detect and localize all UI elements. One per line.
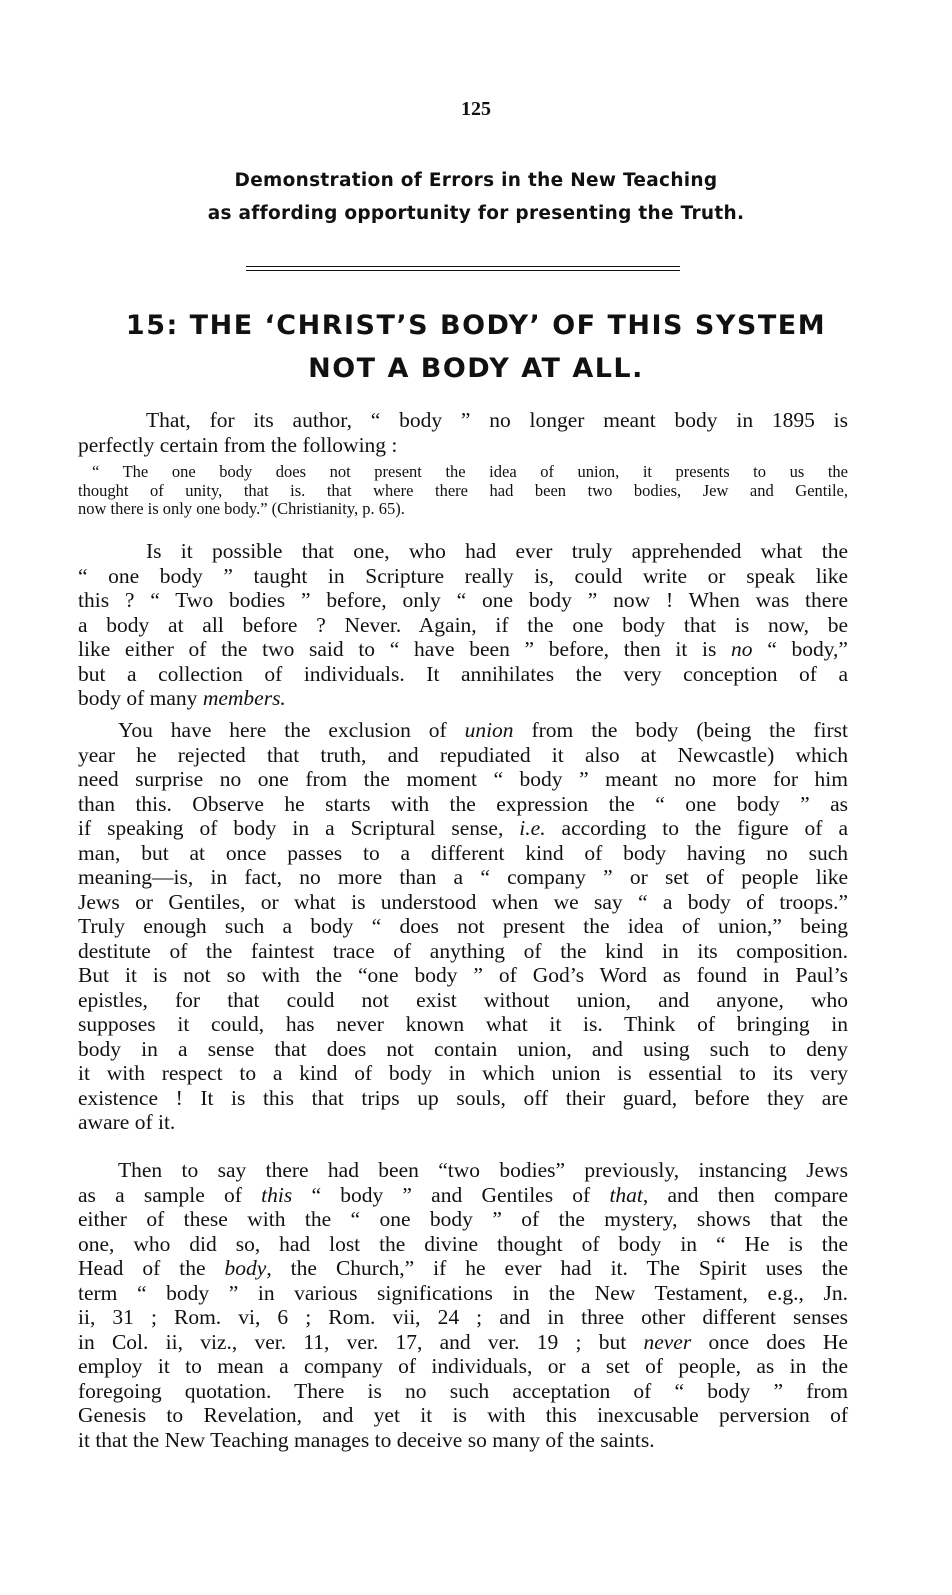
text-line [78, 865, 848, 890]
text-span: , and then compare [642, 1182, 848, 1207]
text-span: if speaking of body in a Scriptural sense, [78, 816, 520, 840]
text-span: foregoing quotation. There is no such acceptation of “ body ” from [78, 1378, 848, 1403]
text-span: a body at all before ? Never. Again, if the one body that is now, be [78, 612, 848, 637]
text-span: “ body ” and Gentiles of [292, 1182, 610, 1207]
text-line [78, 767, 848, 792]
text-span: but a collection of individuals. It annihilates the very conception of a [78, 661, 848, 686]
chapter-title-line-1: 15: THE ‘CHRIST’S BODY’ OF THIS SYSTEM [125, 310, 827, 341]
text-line [78, 1012, 848, 1037]
text-span: That, for its author, “ body ” no longer meant body in 1895 is [146, 408, 848, 432]
italic-text: that [609, 1182, 643, 1207]
text-span: , the Church,” if he ever had it. The Spirit uses the [266, 1256, 848, 1280]
text-span: this ? “ Two bodies ” before, only “ one body ” now ! When was there [78, 588, 848, 612]
text-line [78, 1061, 848, 1086]
text-span: need surprise no one from the moment “ body ” meant no more for him [78, 767, 848, 791]
text-line [78, 613, 848, 638]
text-line [78, 890, 848, 915]
text-span: either of these with the “ one body ” of the mystery, shows that the [78, 1207, 848, 1231]
text-span: it with respect to a kind of body in which union is essential to its very [78, 1061, 848, 1085]
text-span: “ one body ” taught in Scripture really is, could write or speak like [78, 563, 848, 588]
text-line [78, 408, 848, 433]
text-line [78, 1256, 848, 1281]
block-quote [78, 463, 848, 519]
text-line [78, 1305, 848, 1330]
text-line [78, 637, 848, 662]
text-line [78, 662, 848, 687]
text-span: one, who did so, had lost the divine thought of body in “ He is the [78, 1231, 848, 1256]
text-line [78, 588, 848, 613]
quote-line [78, 500, 848, 519]
paragraph-intro [78, 408, 848, 457]
text-line [78, 539, 848, 564]
text-line [78, 1158, 848, 1183]
text-span: it that the New Teaching manages to deceive so many of the saints. [78, 1427, 655, 1452]
text-line [78, 1403, 848, 1428]
text-line [78, 1354, 848, 1379]
text-line [78, 433, 848, 458]
text-line [78, 1207, 848, 1232]
text-span: Jews or Gentiles, or what is understood when we say “ a body of troops.” [78, 889, 848, 914]
text-line [78, 1379, 848, 1404]
text-line [78, 1330, 848, 1355]
text-span: from the body (being the first [513, 718, 848, 742]
text-span: “ The one body does not present the idea of union, it presents to us the [92, 462, 848, 481]
italic-text: members. [202, 686, 286, 710]
text-span: But it is not so with the “one body ” of God’s Word as found in Paul’s [78, 963, 848, 987]
text-line [78, 841, 848, 866]
text-span: year he rejected that truth, and repudiated it also at Newcastle) which [78, 742, 848, 767]
text-span: meaning—is, in fact, no more than a “ company ” or set of people like [78, 865, 848, 889]
text-line [78, 1281, 848, 1306]
text-line [78, 743, 848, 768]
text-line [78, 1086, 848, 1111]
text-span: in Col. ii, viz., ver. 11, ver. 17, and ver. 19 ; but [78, 1329, 644, 1354]
text-line [78, 1232, 848, 1257]
text-span: Is it possible that one, who had ever truly apprehended what the [146, 539, 848, 563]
text-span: thought of unity, that is. that where there had been two bodies, Jew and Gentile, [78, 480, 848, 500]
text-span: body in a sense that does not contain union, and using such to deny [78, 1036, 848, 1061]
text-span: Genesis to Revelation, and yet it is with this inexcusable perversion of [78, 1403, 848, 1427]
text-span: man, but at once passes to a different kind of body having no such [78, 840, 848, 865]
text-span: You have here the exclusion of [118, 718, 465, 742]
text-span: existence ! It is this that trips up souls, off their guard, before they are [78, 1085, 848, 1110]
text-span: Truly enough such a body “ does not present the idea of union,” being [78, 914, 848, 938]
text-span: epistles, for that could not exist without union, and anyone, who [78, 987, 848, 1012]
text-line [78, 1110, 848, 1135]
quote-line [78, 482, 848, 501]
text-span: perfectly certain from the following : [78, 432, 398, 457]
text-line [78, 939, 848, 964]
text-span: once does He [691, 1329, 848, 1354]
text-line [78, 816, 848, 841]
text-line [78, 686, 848, 711]
double-rule-divider [246, 266, 680, 271]
text-span: than this. Observe he starts with the expression the “ one body ” as [78, 791, 848, 816]
italic-text: this [261, 1182, 293, 1207]
italic-text: no [731, 637, 753, 661]
text-span: “ body,” [752, 637, 848, 661]
text-line [78, 914, 848, 939]
section-subtitle-line-1: Demonstration of Errors in the New Teaching [234, 170, 718, 191]
text-span: aware of it. [78, 1110, 176, 1134]
text-line [78, 963, 848, 988]
text-span: Head of the [78, 1256, 225, 1280]
text-span: ii, 31 ; Rom. vi, 6 ; Rom. vii, 24 ; and in three other different senses [78, 1305, 848, 1329]
text-line [78, 718, 848, 743]
text-span: as a sample of [78, 1182, 262, 1207]
text-line [78, 564, 848, 589]
paragraph-2 [78, 539, 848, 711]
italic-text: i.e. [519, 816, 546, 840]
section-subtitle-line-2: as affording opportunity for presenting the Truth. [207, 203, 745, 224]
italic-text: body [224, 1256, 267, 1280]
page-number: 125 [461, 98, 491, 120]
text-line [78, 1428, 848, 1453]
text-line [78, 792, 848, 817]
text-span: now there is only one body.” (Christianity, p. 65). [78, 499, 405, 518]
paragraph-4 [78, 1158, 848, 1452]
italic-text: never [643, 1329, 692, 1354]
quote-line [78, 463, 848, 482]
chapter-title-line-2: NOT A BODY AT ALL. [308, 353, 644, 384]
text-span: term “ body ” in various significations in the New Testament, e.g., Jn. [78, 1280, 848, 1305]
text-line [78, 988, 848, 1013]
text-span: Then to say there had been “two bodies” previously, instancing Jews [118, 1158, 848, 1182]
text-span: supposes it could, has never known what it is. Think of bringing in [78, 1012, 848, 1036]
italic-text: union [464, 718, 514, 742]
text-span: according to the figure of a [545, 816, 848, 840]
text-span: body of many [78, 686, 203, 710]
text-span: employ it to mean a company of individuals, or a set of people, as in the [78, 1354, 848, 1378]
text-span: like either of the two said to “ have been ” before, then it is [78, 637, 732, 661]
text-span: destitute of the faintest trace of anything of the kind in its composition. [78, 938, 848, 963]
text-line [78, 1183, 848, 1208]
text-line [78, 1037, 848, 1062]
paragraph-3 [78, 718, 848, 1135]
